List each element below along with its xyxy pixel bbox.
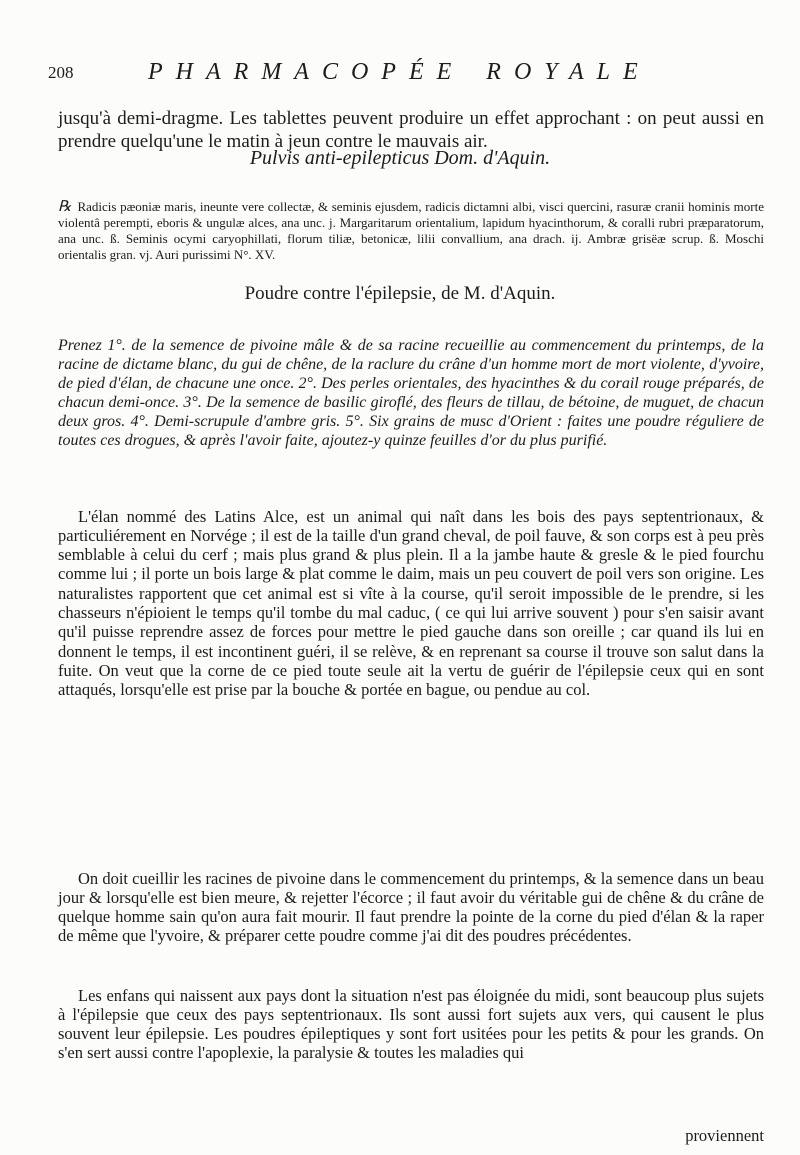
running-title-part2: ROYALE xyxy=(486,59,651,85)
latin-recipe-text xyxy=(58,199,764,263)
recipe-symbol: ℞ xyxy=(58,199,72,215)
paragraph-preparation: On doit cueillir les racines de pivoine dans le commencement du printemps, & la semence dans un beau jour & lorsqu'elle est bien meure, & rejetter l'écorce ; il faut avoir du véritable gui de chêne & du crâne de quelque homme sain qu'on aura fait mourir. Il faut prendre la pointe de la corne du pied d'élan & la raper de même que l'yvoire, & préparer cette poudre comme j'ai dit des poudres précédentes. xyxy=(58,868,764,946)
paragraph-elan: L'élan nommé des Latins Alce, est un animal qui naît dans les bois des pays septentrionaux, & particuliérement en Norvége ; il est de la taille d'un grand cheval, de poil fauve, & son corps est à peu près semblable à celui du cerf ; mais plus grand & plus plein. Il a la jambe haute & gresle & le pied fourchu comme lui ; il porte un bois large & plat comme le daim, mais un peu couvert de poil vers son origine. Les naturalistes rapportent que cet animal est si vîte à la course, qu'il seroit impossible de le prendre, si les chasseurs n'épioient le temps qu'il tombe du mal caduc, ( ce qui lui arrive souvent ) pour s'en saisir avant qu'il puisse reprendre assez de forces pour mettre le pied gauche dans son oreille ; car quand ils lui en donnent le temps, il est incontinent guéri, il se relève, & en reprenant sa course il trouve son salut dans la fuite. On veut que la corne de ce pied toute seule ait la vertu de guérir de l'épilepsie ceux qui en sont attaqués, lorsqu'elle est prise par la bouche & portée en bague, ou pendue au col. xyxy=(58,506,764,700)
intro-paragraph: jusqu'à demi-dragme. Les tablettes peuvent produire un effet approchant : on peut aussi en prendre quelqu'une le matin à jeun contre le mauvais air. xyxy=(58,108,764,152)
running-title-part1: PHARMACOPÉE xyxy=(148,59,465,85)
latin-recipe-title: Pulvis anti-epilepticus Dom. d'Aquin. xyxy=(249,147,551,169)
running-title xyxy=(148,59,763,86)
page-number: 208 xyxy=(48,63,74,82)
paragraph-enfans: Les enfans qui naissent aux pays dont la situation n'est pas éloignée du midi, sont beaucoup plus sujets à l'épilepsie que ceux des pays septentrionaux. Ils sont aussi fort sujets aux vers, qui causent le plus souvent leur épilepsie. Les poudres épileptiques y sont fort usitées pour les petits & pour les grands. On s'en sert aussi contre l'apoplexie, la paralysie & toutes les maladies qui xyxy=(58,985,764,1063)
french-recipe-text: Prenez 1°. de la semence de pivoine mâle & de sa racine recueillie au commencement du printemps, de la racine de dictame blanc, du gui de chêne, de la raclure du crâne d'un homme mort de mort violente, d'yvoire, de pied d'élan, de chacune une once. 2°. Des perles orientales, des hyacinthes & du corail rouge préparés, de chacun demi-once. 3°. De la semence de basilic giroflé, des fleurs de tillau, de bétoine, de muguet, de chacun deux gros. 4°. Demi-scrupule d'ambre gris. 5°. Six grains de musc d'Orient : faites une poudre réguliere de toutes ces drogues, & après l'avoir faite, ajoutez-y quinze feuilles d'or du plus purifié. xyxy=(58,337,764,449)
page-header xyxy=(48,59,763,95)
catchword: proviennent xyxy=(685,1126,764,1145)
french-recipe-title: Poudre contre l'épilepsie, de M. d'Aquin. xyxy=(244,283,556,304)
latin-recipe-body: Radicis pæoniæ maris, ineunte vere collectæ, & seminis ejusdem, radicis dictamni albi, visci quercini, rasuræ cranii hominis morte violentâ perempti, eboris & ungulæ alces, ana unc. j. Margaritarum orientalium, lapidum hyacinthorum, & coralli rubri præparatorum, ana unc. ß. Seminis ocymi caryophillati, florum tiliæ, betonicæ, lilii convallium, ana drach. ij. Ambræ grisëæ scrup. ß. Moschi orientalis gran. vj. Auri purissimi N°. XV. xyxy=(58,199,764,262)
